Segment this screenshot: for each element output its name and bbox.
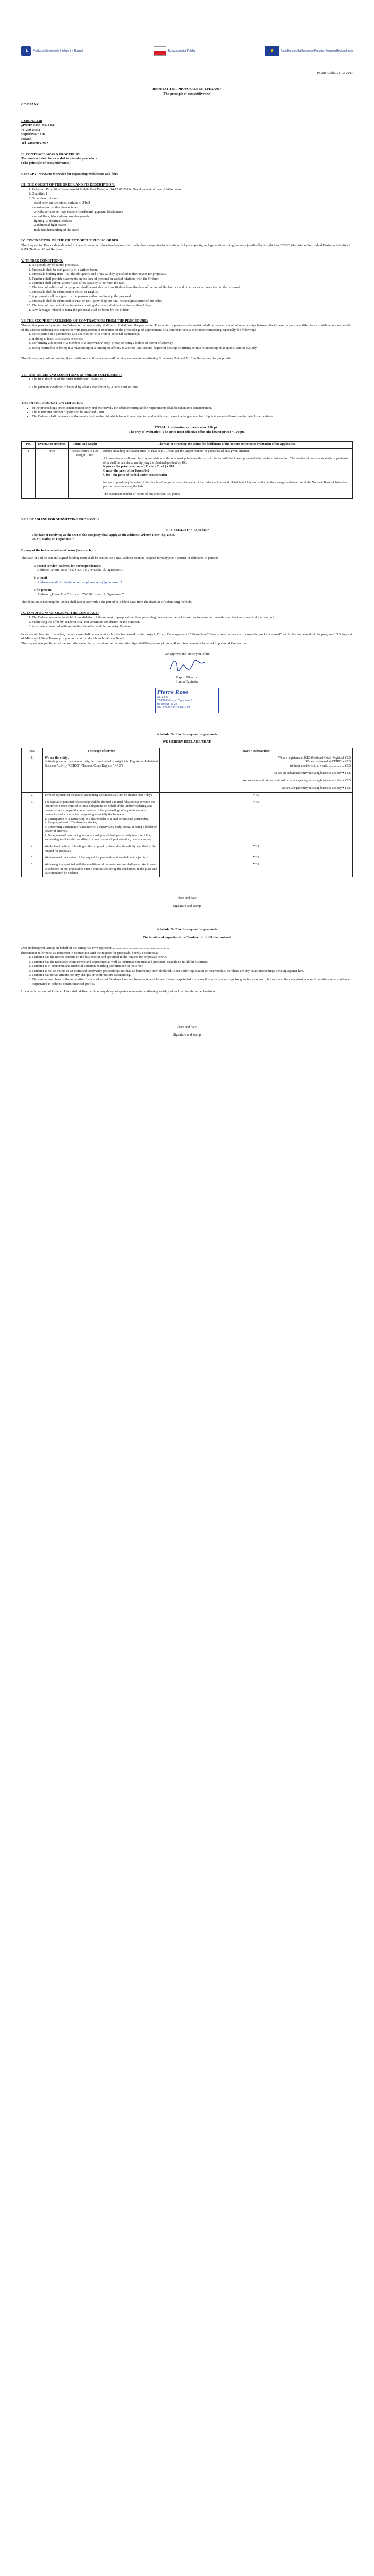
row-scope bbox=[43, 755, 160, 792]
table-header: Points and weight bbox=[69, 441, 101, 448]
table-cell: Points from 0 to 100 Weight 100% bbox=[69, 448, 101, 498]
terms-item: 1. The final deadline of the order fulfillment: 18-05-2017 bbox=[32, 377, 353, 382]
logo-right-text: Unia Europejska Europejski Fundusz Rozwoju Regionalnego bbox=[281, 49, 353, 53]
evaluation-item: • The maximum number of points to be awarded - 100. bbox=[32, 410, 353, 415]
row-scope: We have read the content of the request for proposals and we shall not object to it. bbox=[43, 855, 160, 862]
row-mark: YES bbox=[160, 844, 353, 855]
document-title: REQUEST FOR PROPOSALS NR 13/EX/2017 bbox=[152, 87, 222, 91]
evaluation-table bbox=[21, 441, 353, 499]
row-scope: We have got acquainted with the conditions of the order and we shall undertake in case of selection of our proposal to enter a contract following the conditions, in the place and date stipulated by Orderer. bbox=[43, 862, 160, 877]
signing-heading: IX. CONDITIONS OF SIGNING THE CONTRACT: bbox=[21, 611, 99, 615]
schedule2-place-date: Place and date: bbox=[176, 1025, 198, 1029]
schedule1-signature: Signature and stamp bbox=[173, 904, 201, 908]
tender-item: 10. The term of payment of the issued accounting document shall not be shorter than 7 days. bbox=[32, 304, 353, 308]
orderer-section bbox=[21, 119, 353, 146]
scope-sub: 1. Participation in a partnership as a shareholder of a civil or personal partnership, bbox=[45, 817, 149, 821]
forms-heading: By any of the below mentioned forms (items a, b, c) bbox=[21, 548, 96, 552]
table-header-row bbox=[22, 748, 353, 755]
stamp-line: tel. 59 815 29 22 bbox=[157, 702, 177, 706]
object-item: 3. Order description - bbox=[32, 197, 353, 201]
deadline-address: 76-270 Ustka ul. Ogrodowa 7 bbox=[32, 537, 74, 542]
evaluation-total: TOTAL: 1 evaluation criterion max. 100 pkt. bbox=[154, 425, 220, 430]
procedure-section bbox=[21, 153, 353, 166]
exclusion-section bbox=[21, 319, 353, 361]
table-row bbox=[22, 855, 353, 862]
funding-logos bbox=[21, 0, 353, 65]
declaration-table bbox=[21, 748, 353, 878]
table-row bbox=[22, 844, 353, 855]
object-detail: - raised floor, black glossy wooden panels bbox=[32, 214, 89, 218]
stamp-line: NIP 839-315-xx-xx REGON bbox=[157, 705, 190, 709]
contractors-section bbox=[21, 239, 353, 252]
person-label: In person: bbox=[37, 588, 53, 592]
form-option-email bbox=[37, 576, 353, 585]
object-detail: - construction - other than octanex bbox=[32, 205, 79, 209]
evaluation-item: • The Orderer shall recognize as the most effective the bid which has not been rejected and which shall score the largest number of points awarded based on the established criteria. bbox=[32, 415, 353, 419]
exclusion-heading: VI. THE SCOPE OF EXCLUSION OF CONTRACTORS FROM THE PROCEDURE: bbox=[21, 319, 148, 323]
logo-middle-text: Rzeczpospolita Polska bbox=[168, 49, 195, 53]
row-scope bbox=[43, 799, 160, 844]
exclusion-item: 1. Participation in a partnership as a shareholder of a civil or personal partnership, bbox=[32, 332, 353, 336]
tender-item: 2. Proposals shall be obligatorily in a written form. bbox=[32, 268, 353, 272]
row-pos: 3. bbox=[22, 799, 43, 844]
tender-heading: V. TENDER CONDITIONS: bbox=[21, 258, 63, 263]
polish-flag-icon bbox=[154, 46, 166, 56]
mark-item: We are an individual entity pursuing business activity ▾ YES bbox=[273, 772, 351, 776]
criterion-cbof: C bof - the price of the bid under consideration bbox=[103, 474, 167, 477]
object-item: 1. Refers to: Exhibition Beautyworld Middle East Dubaj on 14-17.05.2017r. Development of the exhibition stand bbox=[32, 188, 353, 192]
schedule2-item: 5. Tenderer has no tax arrears nor any charges or contributions outstanding. bbox=[32, 973, 353, 978]
deadline-text: The date of receiving at the seat of the company shall apply at the address: „Pierre Rose" Sp. z o.o. bbox=[32, 533, 175, 537]
postal-label: Postal service (address for correspondence): bbox=[37, 563, 101, 568]
table-row bbox=[22, 799, 353, 844]
table-cell: 1 bbox=[22, 448, 36, 498]
email-label: E-mail bbox=[37, 576, 47, 580]
evaluation-way: The way of evaluation: The price most effective offer (the lowest price) = 100 pts. bbox=[129, 430, 245, 434]
table-header: The scope of service bbox=[43, 748, 160, 755]
scope-sub: 4. Being married to or being in a relationship of a kinship or affinity in a direct line, second degree of kinship or affinity or in a relationship of adoption, care or custody. bbox=[45, 834, 152, 842]
signing-item: 3. Any costs connected with submitting the offer shall be borne by Tenderer. bbox=[32, 625, 353, 629]
document-subtitle: (The principle of competitiveness) bbox=[162, 91, 212, 96]
tender-item: 1. No possibility of partial proposals. bbox=[32, 263, 353, 267]
schedule1-place-date: Place and date: bbox=[176, 896, 198, 900]
terms-item: 2. The payment deadline: to be paid by a bank transfer or by a debit card on-line. bbox=[32, 385, 353, 390]
table-cell-description bbox=[101, 448, 353, 498]
criterion-text: Bidder providing the lowest price (in PLN or EUR) will get the largest number of points based on a given criterion. bbox=[103, 449, 250, 453]
tender-item: 11. Any damages related to filing the proposal shall be borne by the bidder. bbox=[32, 308, 353, 313]
criterion-formula: K price - the price criterion = ( C min / C bof ) x 100 bbox=[103, 465, 174, 469]
contractors-heading: IV. CONTRACTOR OF THE OBJECT OF THE PUBLIC ORDER: bbox=[21, 239, 120, 243]
row-pos: 4. bbox=[22, 844, 43, 855]
stamp-line: 76-270 Ustka, ul. Ogrodowa 7 bbox=[157, 699, 193, 703]
form-option-postal bbox=[37, 564, 353, 573]
schedule2-signature: Signature and stamp bbox=[173, 1033, 201, 1037]
procedure-line: (The principle of competitiveness) bbox=[21, 161, 71, 165]
mark-item: We are registered at KRS (National Court Register) YES bbox=[278, 756, 351, 760]
object-heading: III. THE OBJECT OF THE ORDER AND ITS DESCRIPTION: bbox=[21, 183, 115, 187]
table-header: Pos. bbox=[22, 748, 43, 755]
cpv-code: Code CPV: 79956000-0 Service for organizing exhibitions and fairs bbox=[21, 172, 118, 176]
terms-heading: VII. THE TERMS AND CONDITIONS OF ORDER FULFILMENT: bbox=[21, 373, 122, 377]
row-mark: YES bbox=[160, 793, 353, 799]
place-date: Poland Ustka, 24-03-2017 bbox=[317, 71, 353, 75]
criterion-cmin: C min - the price of the lowest bid bbox=[103, 469, 149, 473]
schedule2-item: 2. Tenderer has the necessary competence and experience as well as technical potential and personnel capable to fulfill the Contract. bbox=[32, 960, 353, 964]
terms-section bbox=[21, 373, 353, 390]
tender-item: 6. The term of validity of the proposal shall be not shorter than 10 days from the date of the end of the fair or / and other services prescribed in the proposal. bbox=[32, 285, 353, 290]
table-header: Pos. bbox=[22, 441, 36, 448]
approve-text: We approve and invite you to bid bbox=[164, 652, 210, 656]
schedule1-declare: WE HEREBY DECLARE THAT: bbox=[162, 740, 212, 744]
polska-logo bbox=[154, 46, 195, 56]
form-option-person bbox=[37, 588, 353, 597]
orderer-line: 76-270 Ustka bbox=[21, 128, 40, 132]
schedule2-intro-2: (hereinafter referred to as Tenderer) in connection with the request for proposals, hereby declare that: bbox=[21, 950, 159, 955]
orderer-heading: I. ORDERER: bbox=[21, 119, 42, 123]
tender-section bbox=[21, 259, 353, 313]
email-addresses-link[interactable]: Address e-mail: irmina@pierrerose.pl, marzena@pierrerose.pl bbox=[37, 580, 122, 584]
schedule2-item: 4. Tenderer is not an object of an instituted insolvency proceedings, nor has its bankruptcy been declared, is not under liquidation or receivership, nor there are any court proceedings pending against him. bbox=[32, 969, 353, 973]
mark-item: We have another entry, what?......................YES bbox=[289, 764, 351, 768]
table-header-row bbox=[22, 441, 353, 448]
stamp-line: Sp. z o.o. bbox=[157, 696, 169, 700]
row-scope: We declare the time of binding of the proposal by the end of its validity specified in the request for proposals bbox=[43, 844, 160, 855]
schedule2-section bbox=[21, 928, 353, 1037]
row-pos: 2. bbox=[22, 793, 43, 799]
logo-left-text: Fundusze Europejskie Inteligentny Rozwój bbox=[33, 49, 83, 53]
object-item: 2. Quantity: 1 bbox=[32, 192, 353, 196]
table-header: Mark / Substantiate bbox=[160, 748, 353, 755]
procedure-heading: II. CONTRACT AWARD PROCEDURE bbox=[21, 152, 81, 156]
schedule1-section bbox=[21, 733, 353, 909]
person-value: Address: „Pierre Rose" Sp. z o.o.76-270 Ustka, ul. Ogrodowa 7 bbox=[37, 592, 124, 596]
exclusion-intro: The entities personally related to Orderer or through equity shall be excluded from the procedure. The capital or personal relationship shall be deemed a mutual relationships between the Orderer or person entitled to incur obligations on behalf of the Orderer ordering acts connected with preparation or execution of the proceedings of appointment of a contractor and a contractor comprising especially the following: bbox=[21, 323, 351, 332]
table-cell: Price bbox=[36, 448, 69, 498]
tender-item: 7. Proposals shall be submitted in Polish or English. bbox=[32, 290, 353, 294]
schedule1-title: Schedule No 1 to the request for proposals bbox=[156, 732, 218, 736]
evaluation-item: • In the proceedings order consideration only and exclusively the offers meeting all the requirements shall be taken into consideration. bbox=[32, 406, 353, 410]
scope-text: Actively pursuing business activity, i.e.: (verifiable by insight into Register of Individual Business Activity "CEIDG" /National Court Register "KRS") bbox=[45, 760, 158, 768]
stamp-brand: Pierre Rose bbox=[157, 689, 189, 695]
tender-item: 4. Tenderer shall provide statements on the lack of personal or capital relations with the Orderer. bbox=[32, 277, 353, 281]
scope-title: We are the entity: bbox=[45, 756, 69, 760]
row-mark: YES bbox=[160, 862, 353, 877]
evaluation-heading: THE OFFER EVALUATION CRITERIA: bbox=[21, 401, 83, 406]
table-row bbox=[22, 862, 353, 877]
mark-item: We are registered at CEIDG ▾ YES bbox=[305, 760, 351, 764]
fundusze-europejskie-logo bbox=[21, 46, 83, 56]
signing-section bbox=[21, 611, 353, 713]
row-pos: 6. bbox=[22, 862, 43, 877]
table-header: Evaluation criterion bbox=[36, 441, 69, 448]
deadline-date: TILL 03-04-2017 r. 12,00 hour bbox=[165, 528, 209, 533]
signatory-role: Export Director bbox=[176, 675, 198, 679]
scope-sub: 2. Keeping at least 10% shares or stocks, bbox=[45, 821, 97, 825]
mark-item: We are an organizational unit with a legal capacity, pursuing business activity ▾ YES bbox=[242, 779, 351, 783]
exclusion-closing: The Orderer, to confirm meeting the conditions specified above shall provide statements constituting Schedules No1 and No 2 to the request for proposals. bbox=[21, 357, 232, 361]
schedule2-title: Schedule No 2 to the request for proposals bbox=[156, 928, 218, 932]
tender-item: 3. Proposals binding time – till the obligatory end of its validity specified in the request for proposals. bbox=[32, 272, 353, 276]
criterion-text: The maximum number of points of this criterion: 100 points bbox=[103, 492, 180, 496]
row-mark: YES bbox=[160, 799, 353, 844]
forms-text: The scan of a filled out and signed bidding form shall be sent to the e-mail address or in its original form by post / courier or delivered in person: bbox=[21, 556, 218, 560]
mark-item: We are a legal entity pursuing business activity ▾ YES bbox=[281, 787, 351, 790]
orderer-line: „Pierre Rose" Sp. z o.o. bbox=[21, 123, 56, 128]
schedule2-closing: Upon each demand of Orderer, I /we shall deliver without any delay adequate documents confirming validity of each of the above declarations. bbox=[21, 990, 216, 994]
signatory-name: Irmina Czpińska bbox=[175, 680, 199, 684]
object-detail: - 2 walls per 250 cm high made of cardboard- gypsum, black matte bbox=[32, 210, 123, 214]
signing-closing: In a case of obtaining financing, the response shall be covered within the framework of the project „Export Development of "Pierre Rose" Enterprise – promotion of cosmetic products abroad" within the framework of the program 3.3.3 Support of Ministry of State Treasury in promotion of product brands – Go to Brand. bbox=[21, 632, 352, 641]
criterion-text: All comparison shall take place by calculation of the relationship between the price in the bid with the lowest price to the bid under consideration. The number of points allocated to a particular offer shall be calculated multiplying the obtained quotient by 100. bbox=[103, 457, 348, 465]
table-row bbox=[22, 755, 353, 792]
evaluation-section bbox=[21, 401, 353, 499]
schedule2-item: 3. Tenderer is in economic and financial situation enabling performance of the order. bbox=[32, 964, 353, 969]
tender-item: 5. Tenderer shall submit a certificate of its capacity to perform the task. bbox=[32, 281, 353, 285]
signing-item: 1. The Orderer reserves the right of invalidation of the request of proposals without providing the reasons thereof as well as to leave the procedure without any award of the contract. bbox=[32, 616, 353, 620]
object-detail: - 2 additional light beams bbox=[32, 223, 67, 228]
handwritten-signature-icon bbox=[166, 656, 208, 674]
tender-item: 8. A proposal shall be signed by the persons authorized to sign the proposal. bbox=[32, 294, 353, 299]
contractors-text: The Request for Proposals is directed to the entities which do active business, i.e. individuals, organizational units with legal capacity, or legal entities doing business (verified by insight into CEIDG (Register of Individual Business Activity) / KRS (National Court Register). bbox=[21, 243, 350, 252]
object-detail: - lighting, 3 electrical sockets bbox=[32, 218, 72, 223]
scope-sub: 3. Performing a function of a member of a supervisory body, proxy, or being a holder of power of attorney, bbox=[45, 826, 157, 834]
orderer-line: Poland bbox=[21, 137, 32, 141]
exclusion-item: 2. Holding at least 10% shares or stocks, bbox=[32, 337, 353, 341]
row-mark: YES bbox=[160, 855, 353, 862]
postal-value: Address: „Pierre Rose" Sp. z o.o. 76-270 Ustka ul. Ogrodowa 7 bbox=[37, 568, 124, 573]
schedule2-subtitle: Declaration of capacity of the Tenderer to fulfill the contract bbox=[143, 935, 231, 939]
criterion-text: In case of providing the value of the bids in a foreign currency, the value of the order shall be recalculated into Zlotys according to the average exchange rate at the National Bank of Poland as per the date of opening the bids. bbox=[103, 481, 347, 489]
table-header: The way of awarding the points for fulfillment of the bottom criterion of evaluation of the application bbox=[101, 441, 353, 448]
row-pos: 5. bbox=[22, 855, 43, 862]
signature-block bbox=[21, 656, 353, 713]
signing-item: 2. Submitting the offer by Tenderer shall not constitute conclusion of the contract. bbox=[32, 620, 353, 625]
object-detail: - included dismantling of the stand bbox=[32, 228, 79, 232]
table-row bbox=[22, 793, 353, 799]
deadline-heading: VIII. DEADLINE FOR SUBMITTING PROPOSALS: bbox=[21, 517, 101, 521]
schedule2-item: 1. Tenderer has the title to perform in the business or and specified in the request for proposals herein. bbox=[32, 955, 353, 959]
schedule2-intro: I/we undersigned, acting on behalf of the enterprise I/we represent ................................................................... bbox=[21, 946, 169, 950]
eu-flag-icon: ★ bbox=[265, 46, 279, 56]
table-row bbox=[22, 448, 353, 498]
decision-text: The decision concerning the tender shall take place within the period of 3 labor days from the deadline of submitting the bids. bbox=[21, 600, 192, 604]
scope-text: The capital or personal relationship shall be deemed a mutual relationship between the Orderer or person entitled to incur obligations on behalf of the Orderer ordering acts connected with preparation or execution of the proceedings of appointment of a contractor and a contractor comprising especially the following: bbox=[45, 800, 155, 816]
object-section bbox=[21, 183, 353, 232]
orderer-line: Ogrodowa 7 Str. bbox=[21, 132, 45, 137]
schedule2-item: 6. The current members of the authorities / shareholders of Tenderer have not been sentenced for an offence perpetrated in connection with proceedings for granting a contract, bribery, an offence against economic relations or any offence perpetrated in order to obtain financial profits. bbox=[32, 978, 353, 987]
company-label: COMPANY: bbox=[21, 103, 40, 107]
exclusion-item: 4. Being married to or being in a relationship of a kinship or affinity in a direct line, second degree of kinship or affinity or in a relationship of adoption, care or custody. bbox=[32, 346, 353, 350]
row-marks bbox=[160, 755, 353, 792]
deadline-section bbox=[21, 518, 353, 605]
company-stamp bbox=[155, 688, 219, 713]
tender-item: 9. Proposals shall be submitted in PLN or EUR providing the total net and gross price of the order. bbox=[32, 299, 353, 304]
orderer-line: Tel. +48959152922 bbox=[21, 141, 48, 146]
eu-logo bbox=[265, 46, 353, 56]
row-pos: 1. bbox=[22, 755, 43, 792]
procedure-line: The contract shall be awarded in a tender procedure bbox=[21, 156, 98, 161]
signing-publication: The request was published at the web site www.pierrerose.pl and at the web site https://bzl16.apps.gov.pl , as well as it has been sent by email to potential Contractors. bbox=[21, 641, 248, 645]
row-scope: Term of payment of the issued accounting document shall not be shorter than 7 days bbox=[43, 793, 160, 799]
object-detail: - stand open on two sides, surface of 24m2 bbox=[32, 201, 90, 205]
fe-emblem-icon: FE bbox=[21, 46, 31, 56]
exclusion-item: 3. Performing a function of a member of a supervisory body, proxy, or being a holder of power of attorney, bbox=[32, 341, 353, 346]
